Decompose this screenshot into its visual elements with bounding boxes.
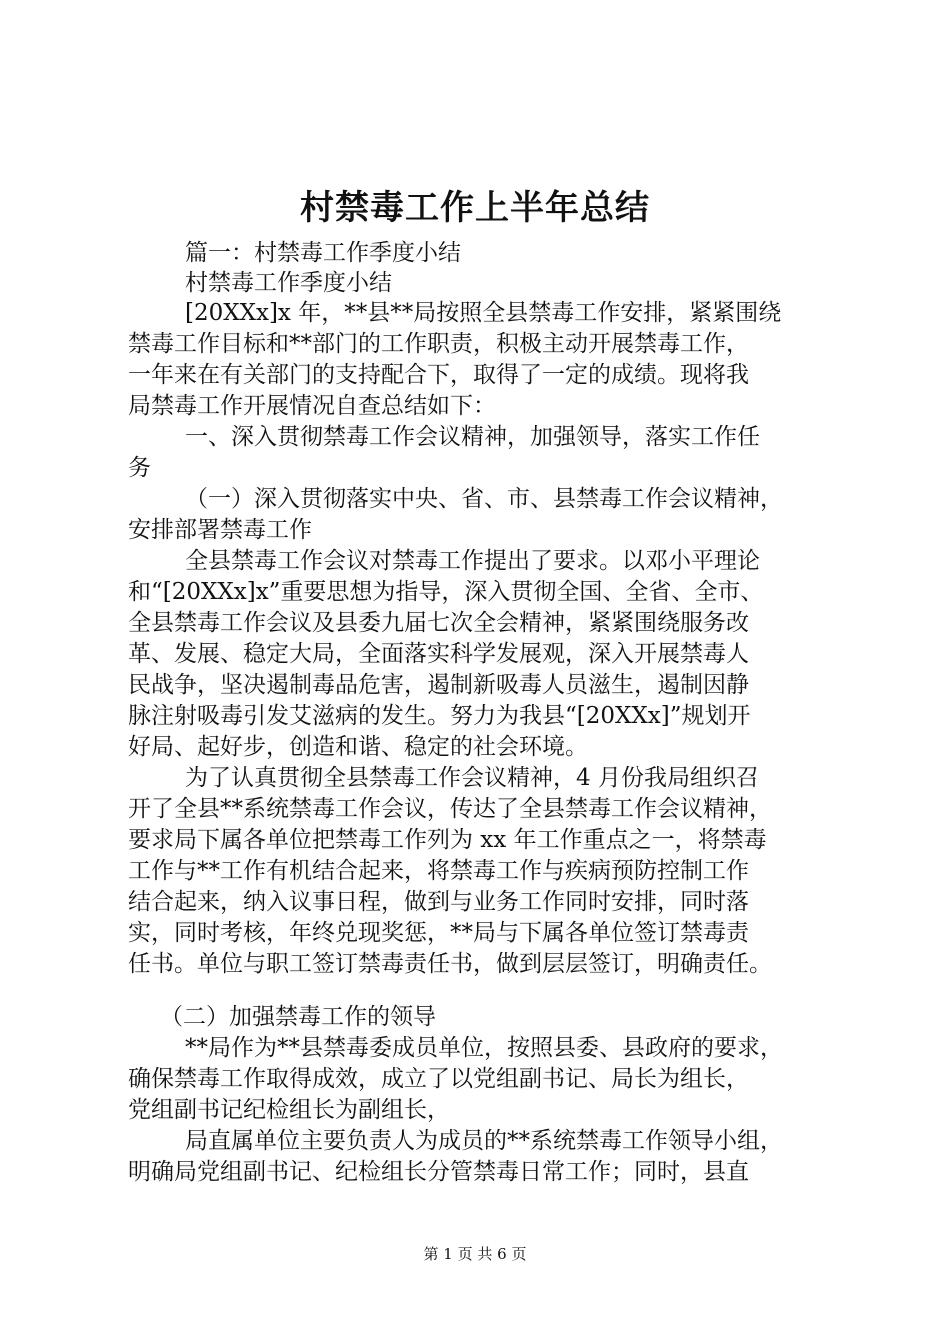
body-line: 明确局党组副书记、纪检组长分管禁毒日常工作；同时，县直 <box>128 1159 749 1185</box>
body-line: 安排部署禁毒工作 <box>128 517 312 543</box>
body-line: 一、深入贯彻禁毒工作会议精神，加强领导，落实工作任 <box>185 424 760 450</box>
page-footer: 第 1 页 共 6 页 <box>423 1245 527 1263</box>
body-line: **局作为**县禁毒委成员单位，按照县委、县政府的要求， <box>185 1035 783 1061</box>
body-line: 脉注射吸毒引发艾滋病的发生。努力为我县“[20XXx]”规划开 <box>128 703 751 729</box>
body-line: 确保禁毒工作取得成效，成立了以党组副书记、局长为组长， <box>128 1066 749 1092</box>
body-line: 局禁毒工作开展情况自查总结如下： <box>128 393 496 419</box>
body-line: 局直属单位主要负责人为成员的**系统禁毒工作领导小组， <box>185 1128 783 1154</box>
body-line: 禁毒工作目标和**部门的工作职责，积极主动开展禁毒工作， <box>128 331 749 357</box>
body-line: 务 <box>128 455 151 481</box>
body-line: （二）加强禁毒工作的领导 <box>160 1004 436 1030</box>
body-line: 党组副书记纪检组长为副组长， <box>128 1097 450 1123</box>
body-line: 村禁毒工作季度小结 <box>185 270 392 296</box>
body-line: 开了全县**系统禁毒工作会议，传达了全县禁毒工作会议精神， <box>128 796 772 822</box>
body-line: [20XXx]x 年，**县**局按照全县禁毒工作安排，紧紧围绕 <box>185 300 782 326</box>
body-line: 民战争，坚决遏制毒品危害，遏制新吸毒人员滋生，遏制因静 <box>128 672 749 698</box>
body-line: 革、发展、稳定大局，全面落实科学发展观，深入开展禁毒人 <box>128 641 749 667</box>
body-line: 工作与**工作有机结合起来，将禁毒工作与疾病预防控制工作 <box>128 858 749 884</box>
body-line: 好局、起好步，创造和谐、稳定的社会环境。 <box>128 734 588 760</box>
body-line: 实，同时考核，年终兑现奖惩，**局与下属各单位签订禁毒责 <box>128 920 749 946</box>
body-line: 结合起来，纳入议事日程，做到与业务工作同时安排，同时落 <box>128 889 749 915</box>
body-line: 全县禁毒工作会议对禁毒工作提出了要求。以邓小平理论 <box>185 548 760 574</box>
body-line: 和“[20XXx]x”重要思想为指导，深入贯彻全国、全省、全市、 <box>128 579 764 605</box>
body-line: 篇一：村禁毒工作季度小结 <box>185 240 461 266</box>
body-line: 一年来在有关部门的支持配合下，取得了一定的成绩。现将我 <box>128 362 749 388</box>
body-line: 全县禁毒工作会议及县委九届七次全会精神，紧紧围绕服务改 <box>128 610 749 636</box>
body-line: （一）深入贯彻落实中央、省、市、县禁毒工作会议精神， <box>185 486 783 512</box>
document-title: 村禁毒工作上半年总结 <box>300 188 650 228</box>
body-line: 为了认真贯彻全县禁毒工作会议精神，4 月份我局组织召 <box>185 765 759 791</box>
body-line: 要求局下属各单位把禁毒工作列为 xx 年工作重点之一，将禁毒 <box>128 827 767 853</box>
body-line: 任书。单位与职工签订禁毒责任书，做到层层签订，明确责任。 <box>128 951 772 977</box>
